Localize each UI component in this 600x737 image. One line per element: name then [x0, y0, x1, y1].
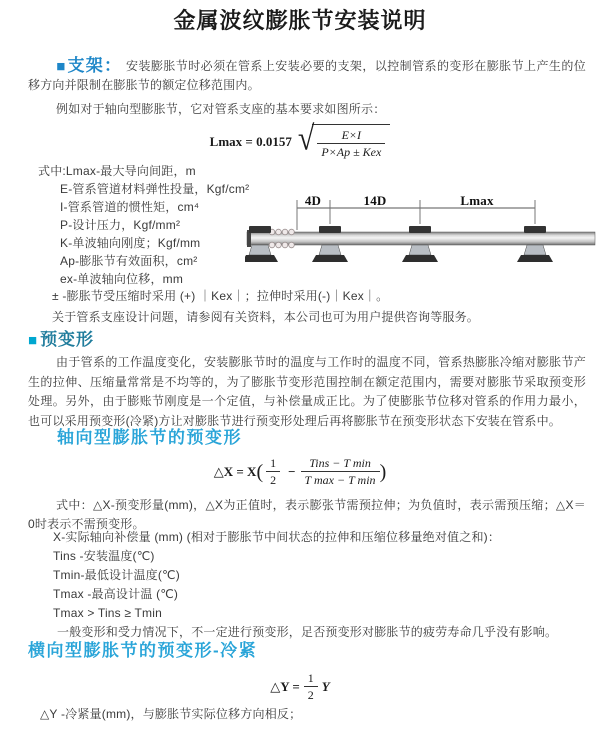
lateral-subsection-heading: 横向型膨胀节的预变形-冷紧	[28, 641, 258, 660]
definition-line: Ap-膨胀节有效面积，cm²	[60, 254, 198, 268]
definition-line: K-单波轴向刚度；Kgf/mm	[60, 236, 201, 250]
lmax-fraction-denominator: P×Ap ± Kex	[321, 145, 382, 159]
definition-line: 式中:Lmax-最大导向间距，m	[38, 164, 196, 178]
diagram-label-4d: 4D	[304, 193, 322, 208]
axial-formula-lhs: △X = X	[213, 463, 257, 479]
support-heading-label: 支架：	[67, 56, 123, 75]
section-square-icon: ■	[56, 58, 67, 75]
lateral-formula	[0, 671, 600, 702]
support-closing-line: 关于管系支座设计问题，请参阅有关资料，本公司也可为用户提供咨询等服务。	[52, 310, 480, 324]
support-intro-paragraph	[28, 57, 586, 94]
radical-group	[297, 119, 390, 159]
page-title: 金属波纹膨胀节安装说明	[173, 8, 427, 33]
definition-line: I-管系管道的惯性矩，cm⁴	[60, 200, 200, 214]
lateral-formula-rhs: Y	[321, 678, 330, 694]
lateral-half-numerator: 1	[304, 671, 318, 687]
half-denominator: 2	[270, 473, 277, 487]
axial-where-line: 式中：△X-预变形量(mm)，△X为正值时，表示膨张节需预拉伸；为负值时，表示需预压缩；△X＝0时表示不需预变形。	[28, 498, 586, 531]
diagram-label-lmax: Lmax	[460, 193, 494, 208]
axial-item: Tmin-最低设计温度(℃)	[53, 568, 180, 582]
left-paren: (	[256, 460, 264, 483]
pm-note-line: ± -膨胀节受压缩时采用 (+) ｜Kex｜；拉伸时采用(-)｜Kex｜。	[52, 289, 389, 303]
lmax-formula	[0, 119, 600, 159]
support-intro-text: 安装膨胀节时必须在管系上安装必要的支架，以控制管系的变形在膨胀节上产生的位移方向并限制在膨胀节的额定位移范围内。	[28, 59, 587, 92]
axial-item: Tmax -最高设计温 (℃)	[53, 587, 179, 601]
axial-formula	[0, 456, 600, 487]
definition-line: ex-单波轴向位移，mm	[60, 272, 184, 286]
formula-definitions	[38, 162, 249, 288]
axial-item: Tins -安装温度(℃)	[53, 549, 155, 563]
definition-line: P-设计压力，Kgf/mm²	[60, 218, 181, 232]
lateral-formula-lhs: △Y =	[270, 678, 300, 694]
lateral-half-fraction	[304, 671, 318, 702]
axial-items	[53, 528, 557, 642]
axial-subsection-heading: 轴向型膨胀节的预变形	[57, 428, 242, 447]
right-paren: )	[379, 460, 387, 483]
half-fraction	[266, 456, 280, 487]
axial-item: 一般变形和受力情况下，不一定进行预变形，足否预变形对膨胀节的疲劳寿命几乎没有影响。	[57, 625, 558, 639]
pipe	[247, 232, 595, 245]
section-square-icon: ■	[28, 332, 39, 349]
half-numerator: 1	[266, 456, 280, 472]
lmax-fraction-numerator: E×I	[317, 128, 385, 144]
temperature-denominator: T max − T min	[304, 473, 376, 487]
minus-operator: −	[288, 463, 296, 479]
temperature-numerator: Tins − T min	[301, 456, 380, 472]
axial-item: Tmax > Tins ≥ Tmin	[53, 606, 162, 620]
pre-deformation-paragraph: 由于管系的工作温度变化，安装膨胀节时的温度与工作时的温度不同，管系热膨胀冷缩对膨胀节产生的拉伸、压缩量常常是不均等的，为了膨胀节变形范围控制在额定范围内，需要对膨胀节采取预变形处理。另外，由于膨账节刚度是一个定值，与补偿量成正比。为了使膨胀节位移对管系的作用力最小，也可以采用预变形(冷紧)方让对膨胀节进行预变形处理后再将膨胀节在预变形状态下安装在管系中。	[28, 355, 586, 428]
pre-deformation-heading	[28, 331, 94, 350]
support-section-heading	[56, 56, 122, 75]
lateral-note-line: △Y -冷紧量(mm)，与膨胀节实际位移方向相反；	[40, 707, 302, 721]
definition-line: E-管系管道材料弹性投量，Kgf/cm²	[60, 182, 250, 196]
pipe-support-diagram	[245, 192, 597, 292]
support-example-line: 例如对于轴向型膨胀节，它对管系支座的基本要求如图所示：	[56, 102, 386, 116]
pre-deformation-heading-label: 预变形	[40, 330, 95, 349]
lateral-half-denominator: 2	[307, 688, 314, 702]
lmax-formula-lhs: Lmax = 0.0157	[209, 133, 292, 149]
lmax-fraction	[317, 128, 385, 159]
radical-sign: √	[297, 119, 315, 158]
diagram-label-14d: 14D	[363, 193, 387, 208]
temperature-fraction	[301, 456, 380, 487]
axial-item: X-实际轴向补偿量 (mm) (相对于膨胀节中间状态的拉伸和压缩位移量绝对值之和)：	[53, 530, 501, 544]
radicand	[312, 124, 390, 159]
